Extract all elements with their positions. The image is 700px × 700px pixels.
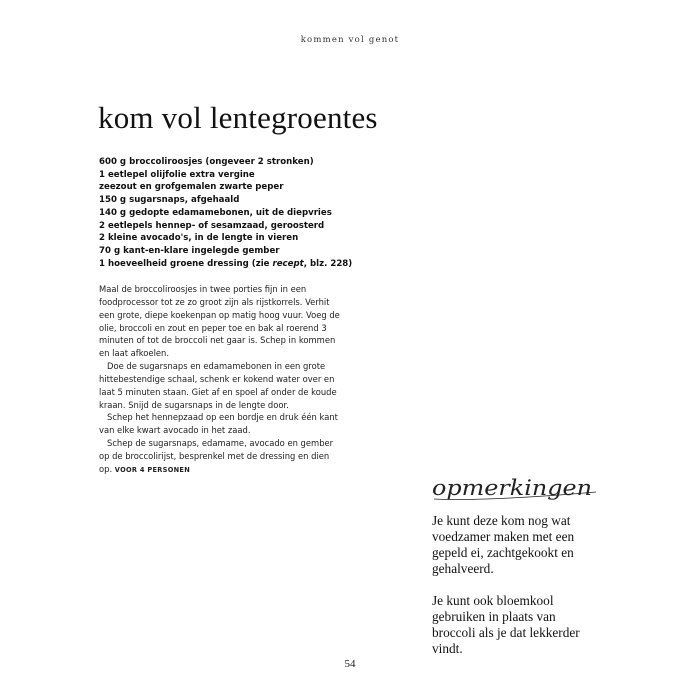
- notes-heading-text: opmerkingen: [432, 476, 592, 500]
- ingredient-item: 150 g sugarsnaps, afgehaald: [99, 195, 240, 206]
- method-paragraph: Schep het hennepzaad op een bordje en druk één kant van elke kwart avocado in het zaad.: [99, 412, 338, 436]
- recipe-reference: recept: [272, 258, 304, 269]
- notes-heading-script: [430, 470, 605, 510]
- ingredient-item-dressing: [99, 258, 352, 271]
- ingredient-text: , blz. 228): [303, 258, 353, 269]
- page-number: 54: [344, 658, 356, 670]
- ingredient-item: 2 kleine avocado's, in de lengte in vieren: [99, 233, 299, 244]
- method-paragraph: Maal de broccoliroosjes in twee porties fijn in een foodprocessor tot ze zo groot zijn als rijstkorrels. Verhit een grote, diepe koekenpan op matig hoog vuur. Voeg de olie, broccoli en zout en peper toe en bak al roerend 3 minuten of tot de broccoli net gaar is. Schep in kommen en laat afkoelen.: [99, 284, 340, 359]
- method-text: [99, 283, 344, 477]
- recipe-title: kom vol lentegroentes: [98, 100, 378, 135]
- running-head: kommen vol genot: [300, 35, 400, 45]
- notes-heading: [430, 470, 605, 510]
- notes-paragraph: Je kunt deze kom nog wat voedzamer maken met een gepeld ei, zachtgekookt en gehalveerd.: [432, 513, 575, 576]
- method-paragraph: Doe de sugarsnaps en edamamebonen in een grote hittebestendige schaal, schenk er kokend water over en laat 5 minuten staan. Giet af en spoel af onder de koude kraan. Snijd de sugarsnaps in de lengte door.: [99, 361, 337, 410]
- ingredient-text: 1 hoeveelheid groene dressing (zie: [99, 258, 273, 269]
- ingredient-item: 2 eetlepels hennep- of sesamzaad, geroosterd: [99, 220, 325, 231]
- notes-paragraph: Je kunt ook bloemkool gebruiken in plaats van broccoli als je dat lekkerder vindt.: [432, 593, 580, 656]
- serves-label: VOOR 4 PERSONEN: [114, 465, 191, 474]
- ingredient-item: 600 g broccoliroosjes (ongeveer 2 stronken): [99, 157, 314, 167]
- ingredient-item: 1 eetlepel olijfolie extra vergine: [99, 169, 255, 180]
- ingredient-item: zeezout en grofgemalen zwarte peper: [99, 182, 284, 193]
- ingredient-item: 70 g kant-en-klare ingelegde gember: [99, 245, 280, 256]
- notes-text: [432, 513, 602, 673]
- method-paragraph-final: [99, 437, 344, 477]
- ingredient-item: 140 g gedopte edamamebonen, uit de diepvries: [99, 207, 332, 218]
- method-text-final: Schep de sugarsnaps, edamame, avocado en gember op de broccolirijst, besprenkel met de dressing en dien op.: [99, 438, 334, 474]
- ingredient-list: [99, 156, 352, 270]
